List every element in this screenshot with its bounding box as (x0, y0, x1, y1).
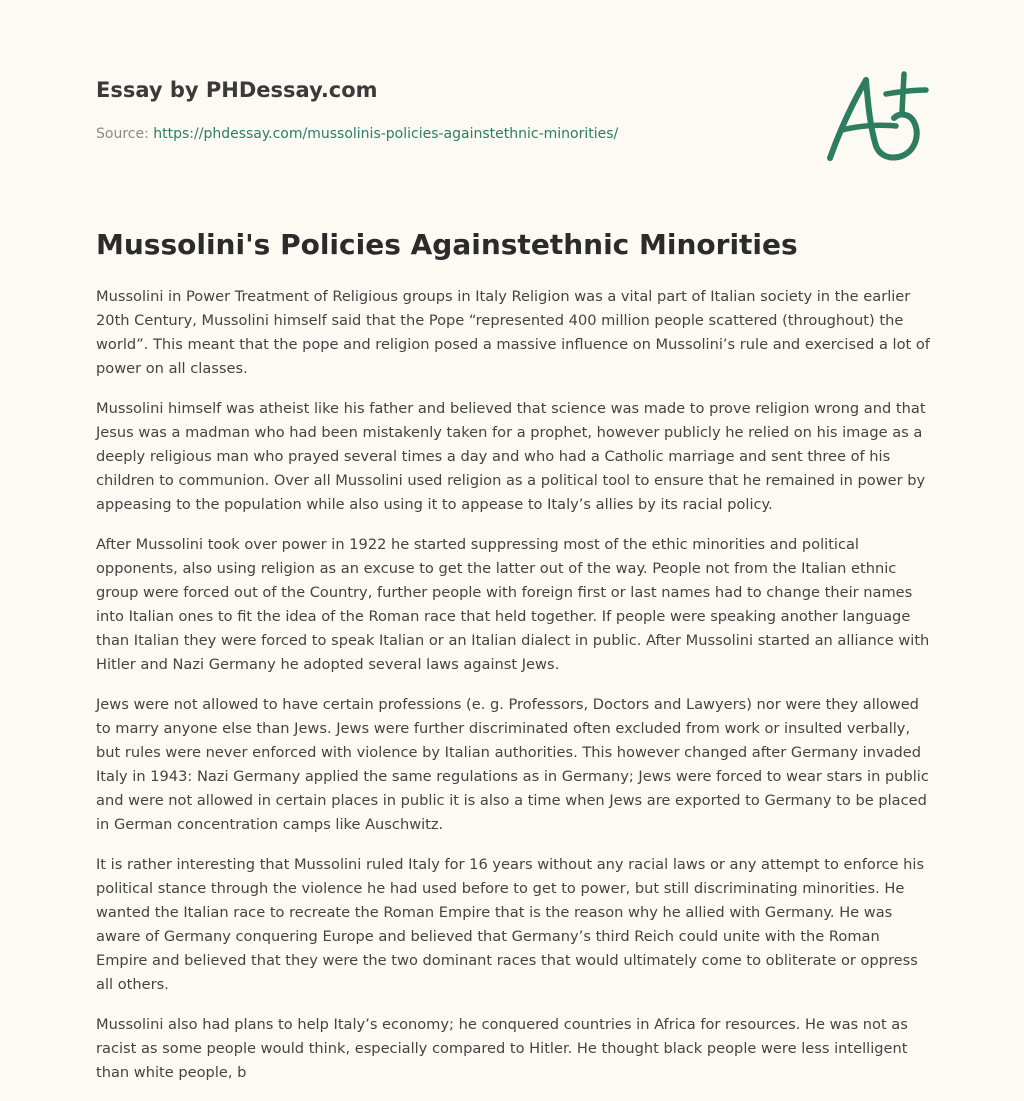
a-plus-grade-icon (822, 68, 932, 168)
essay-paragraph: Mussolini also had plans to help Italy’s economy; he conquered countries in Africa for resources. He was not as racist as some people would think, especially compared to Hitler. He thought black people were less intelligent than white people, b (96, 1016, 908, 1081)
essay-paragraph: It is rather interesting that Mussolini ruled Italy for 16 years without any racial laws or any attempt to enforce his political stance through the violence he had used before to get to power, but still discriminating minorities. He wanted the Italian race to recreate the Roman Empire that is the reason why he allied with Germany. He was aware of Germany conquering Europe and believed that Germany’s third Reich could unite with the Roman Empire and believed that they were the two dominant races that would ultimately come to obliterate or oppress all others. (96, 856, 925, 993)
essay-paragraph: After Mussolini took over power in 1922 he started suppressing most of the ethic minorities and political opponents, also using religion as an excuse to get the latter out of the way. People not from the Italian ethnic group were forced out of the Country, further people with foreign first or last names had to change their names into Italian ones to fit the idea of the Roman race that held together. If people were speaking another language than Italian they were forced to speak Italian or an Italian dialect in public. After Mussolini started an alliance with Hitler and Nazi Germany he adopted several laws against Jews. (96, 536, 930, 673)
site-brand: Essay by PHDessay.com (96, 78, 378, 102)
essay-paragraph: Mussolini himself was atheist like his father and believed that science was made to prove religion wrong and that Jesus was a madman who had been mistakenly taken for a prophet, however publicly he relied on his image as a deeply religious man who prayed several times a day and who had a Catholic marriage and sent three of his children to communion. Over all Mussolini used religion as a political tool to ensure that he remained in power by appeasing to the population while also using it to appease to Italy’s allies by its racial policy. (96, 400, 926, 513)
essay-paragraph: Jews were not allowed to have certain professions (e. g. Professors, Doctors and Lawyers) nor were they allowed to marry anyone else than Jews. Jews were further discriminated often excluded from work or insulted verbally, but rules were never enforced with violence by Italian authorities. This however changed after Germany invaded Italy in 1943: Nazi Germany applied the same regulations as in Germany; Jews were forced to wear stars in public and were not allowed in certain places in public it is also a time when Jews are exported to Germany to be placed in German concentration camps like Auschwitz. (96, 696, 929, 833)
source-label: Source: (96, 126, 149, 142)
essay-paragraph: Mussolini in Power Treatment of Religious groups in Italy Religion was a vital part of Italian society in the earlier 20th Century, Mussolini himself said that the Pope “represented 400 million people scattered (throughout) the world”. This meant that the pope and religion posed a massive influence on Mussolini’s rule and exercised a lot of power on all classes. (96, 288, 930, 377)
source-link[interactable]: https://phdessay.com/mussolinis-policies-againstethnic-minorities/ (153, 126, 619, 142)
essay-title: Mussolini's Policies Againstethnic Minorities (96, 228, 798, 261)
page-header (96, 76, 796, 144)
essay-body (96, 285, 930, 1101)
source-line (96, 124, 796, 144)
